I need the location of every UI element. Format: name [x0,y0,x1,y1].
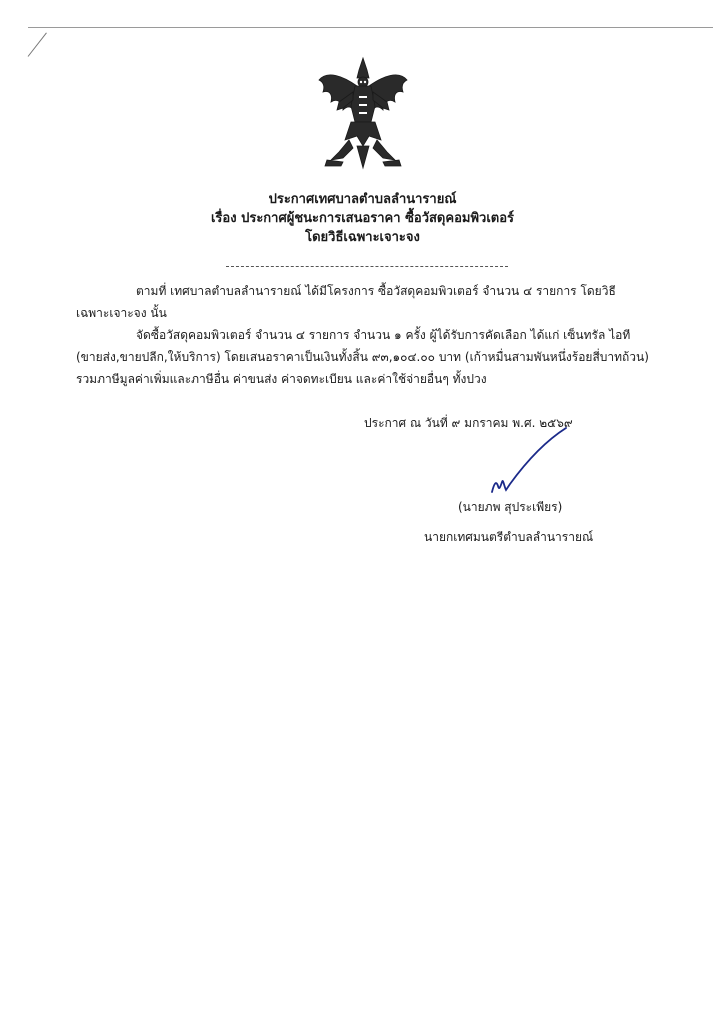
announcement-date: ประกาศ ณ วันที่ ๙ มกราคม พ.ศ. ๒๕๖๙ [364,416,573,430]
garuda-emblem-icon [313,56,413,170]
announcement-header [0,190,725,247]
paragraph-2-line-1: จัดซื้อวัสดุคอมพิวเตอร์ จำนวน ๔ รายการ จำนวน ๑ ครั้ง ผู้ได้รับการคัดเลือก ได้แก่ เซ็นทรัล ไอที [136,328,631,342]
paragraph-1-line-1: ตามที่ เทศบาลตำบลลำนารายณ์ ได้มีโครงการ ซื้อวัสดุคอมพิวเตอร์ จำนวน ๔ รายการ โดยวิธี [136,284,616,298]
handwritten-signature [486,426,572,496]
header-divider [226,266,508,267]
announcement-title: ประกาศเทศบาลตำบลลำนารายณ์ [268,192,457,207]
paragraph-2-line-3: รวมภาษีมูลค่าเพิ่มและภาษีอื่น ค่าขนส่ง ค่าจดทะเบียน และค่าใช้จ่ายอื่นๆ ทั้งปวง [76,372,487,386]
procurement-method: โดยวิธีเฉพาะเจาะจง [305,230,420,245]
signer-name: (นายภพ สุประเพียร) [458,500,563,514]
paragraph-2-line-2: (ขายส่ง,ขายปลีก,ให้บริการ) โดยเสนอราคาเป็นเงินทั้งสิ้น ๙๓,๑๐๔.๐๐ บาท (เก้าหมื่นสามพันหนึ่งร้อยสี่บาทถ้วน) [76,350,649,364]
paragraph-1-line-2: เฉพาะเจาะจง นั้น [76,306,167,320]
announcement-subject: เรื่อง ประกาศผู้ชนะการเสนอราคา ซื้อวัสดุคอมพิวเตอร์ [210,211,514,226]
scan-pen-mark [28,33,47,57]
scan-edge-line [28,27,713,28]
signer-position: นายกเทศมนตรีตำบลลำนารายณ์ [424,530,594,544]
